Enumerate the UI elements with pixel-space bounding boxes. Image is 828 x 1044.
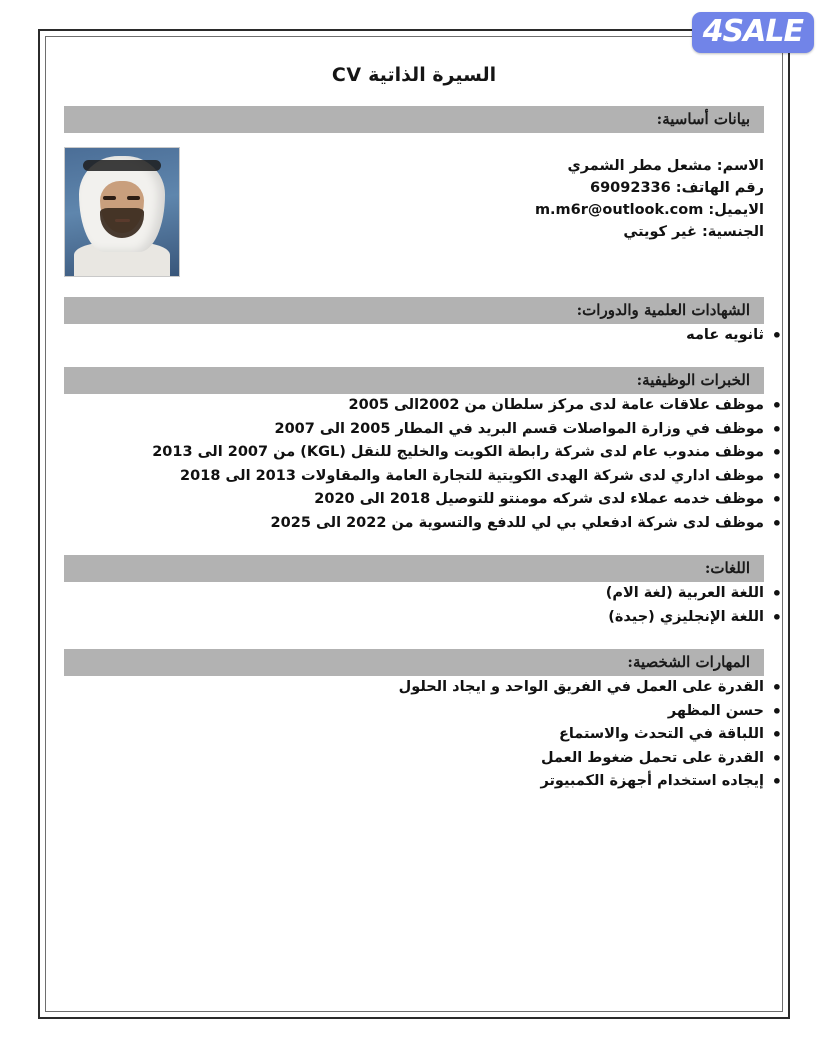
section-header-languages: اللغات: <box>64 555 764 582</box>
field-nationality-value: غير كويتي <box>623 224 697 241</box>
list-item: • اللباقة في التحدث والاستماع <box>46 723 782 746</box>
list-item: • موظف لدى شركة ادفعلي بي لي للدفع والتسوية من 2022 الى 2025 <box>46 512 782 535</box>
photo-agal <box>83 160 161 171</box>
photo-mouth <box>115 219 130 222</box>
photo-eyebrow-left <box>103 196 116 200</box>
watermark-label: 4SALE <box>702 14 803 49</box>
photo-eyebrow-right <box>127 196 140 200</box>
field-name <box>192 155 764 177</box>
field-name-value: مشعل مطر الشمري <box>567 158 712 174</box>
list-item: • ثانويه عامه <box>46 324 782 347</box>
list-item: • اللغة العربية (لغة الام) <box>46 582 782 605</box>
page-title: السيرة الذاتية CV <box>331 64 497 86</box>
field-nationality-label: الجنسية: <box>701 224 764 241</box>
list-item: • حسن المظهر <box>46 700 782 723</box>
field-phone-label: رقم الهاتف: <box>675 180 764 197</box>
languages-list <box>46 582 782 629</box>
list-item: • موظف مندوب عام لدى شركة رابطة الكويت والخليج للنقل (KGL) من 2007 الى 2013 <box>46 441 782 464</box>
section-header-skills: المهارات الشخصية: <box>64 649 764 676</box>
list-item: • موظف في وزارة المواصلات قسم البريد في المطار 2005 الى 2007 <box>46 418 782 441</box>
profile-photo <box>64 147 180 277</box>
field-phone <box>192 177 764 199</box>
list-item: • إيجاده استخدام أجهزة الكمبيوتر <box>46 770 782 793</box>
cv-document-inner-border <box>45 36 783 1012</box>
experience-list <box>46 394 782 535</box>
field-name-label: الاسم: <box>716 158 764 174</box>
field-email <box>192 199 764 221</box>
field-phone-value: 69092336 <box>590 180 671 197</box>
field-email-value: m.m6r@outlook.com <box>534 202 704 219</box>
basic-data-block <box>64 147 764 277</box>
list-item: • موظف علاقات عامة لدى مركز سلطان من 2002الى 2005 <box>46 394 782 417</box>
skills-list <box>46 676 782 793</box>
section-header-certificates: الشهادات العلمية والدورات: <box>64 297 764 324</box>
cv-document-frame <box>38 29 790 1019</box>
list-item: • اللغة الإنجليزي (جيدة) <box>46 606 782 629</box>
list-item: • موظف اداري لدى شركة الهدى الكويتية للتجارة العامة والمقاولات 2013 الى 2018 <box>46 465 782 488</box>
basic-data-fields <box>186 147 764 243</box>
list-item: • القدرة على العمل في الفريق الواحد و ايجاد الحلول <box>46 676 782 699</box>
4sale-watermark-logo <box>692 12 814 53</box>
certificates-list <box>46 324 782 347</box>
section-header-experience: الخبرات الوظيفية: <box>64 367 764 394</box>
section-header-basic-data: بيانات أساسية: <box>64 106 764 133</box>
field-nationality <box>192 221 764 243</box>
list-item: • القدرة على تحمل ضغوط العمل <box>46 747 782 770</box>
field-email-label: الايميل: <box>708 202 764 219</box>
list-item: • موظف خدمه عملاء لدى شركه مومنتو للتوصيل 2018 الى 2020 <box>46 488 782 511</box>
cv-content <box>46 37 782 1011</box>
